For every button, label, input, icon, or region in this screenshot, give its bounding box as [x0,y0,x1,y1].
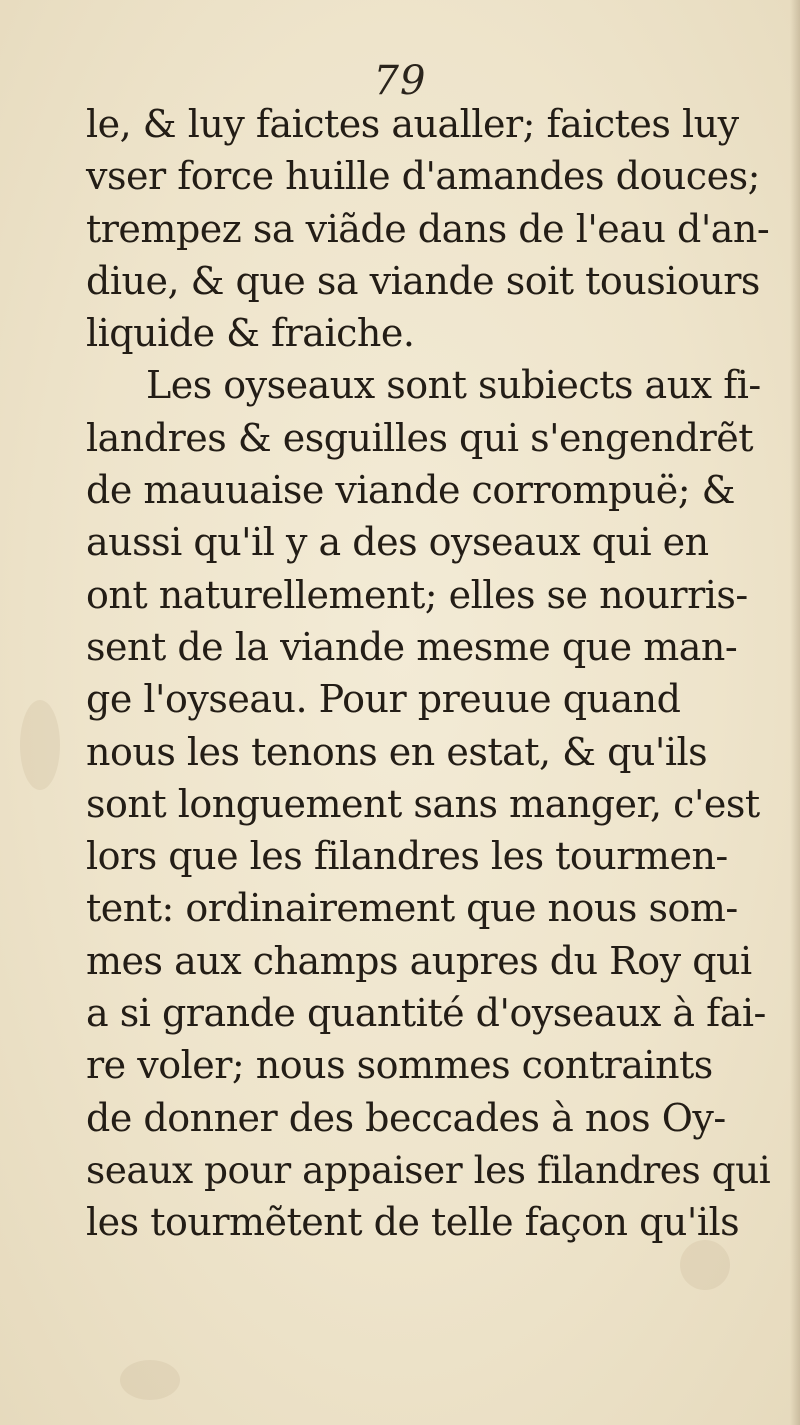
text-line: de donner des beccades à nos Oy- [86,1095,726,1140]
page-number: 79 [373,58,427,104]
page-edge-shadow [790,0,800,1425]
text-line: le, & luy faictes aualler; faictes luy [86,102,739,146]
text-line: re voler; nous sommes contraints [86,1043,713,1088]
text-line: nous les tenons en estat, & qu'ils [86,729,708,774]
text-line: landres & esguilles qui s'engendrẽt [86,415,754,460]
text-line: ont naturellement; elles se nourris- [86,572,748,617]
paper-stain [20,700,60,790]
text-line: liquide & fraiche. [86,311,415,356]
text-line: lors que les filandres les tourmen- [86,834,728,879]
text-line: trempez sa viãde dans de l'eau d'an- [86,206,770,251]
text-line: seaux pour appaiser les filandres qui [86,1147,771,1192]
text-line: tent: ordinairement que nous som- [86,886,738,931]
paper-stain [120,1360,180,1400]
text-line: vser force huille d'amandes douces; [86,154,760,199]
text-line: sont longuement sans manger, c'est [86,781,760,826]
text-line: sent de la viande mesme que man- [86,624,738,669]
body-text [86,98,771,1249]
text-line: les tourmẽtent de telle façon qu'ils [86,1200,740,1245]
text-line: diue, & que sa viande soit tousiours [86,258,760,303]
text-line: mes aux champs aupres du Roy qui [86,938,752,983]
text-line: de mauuaise viande corrompuë; & [86,468,735,513]
text-line: aussi qu'il y a des oyseaux qui en [86,520,709,565]
text-line: a si grande quantité d'oyseaux à fai- [86,991,766,1036]
text-line: ge l'oyseau. Pour preuue quand [86,677,681,722]
paragraph-start-line: Les oyseaux sont subiects aux fi- [146,363,761,408]
